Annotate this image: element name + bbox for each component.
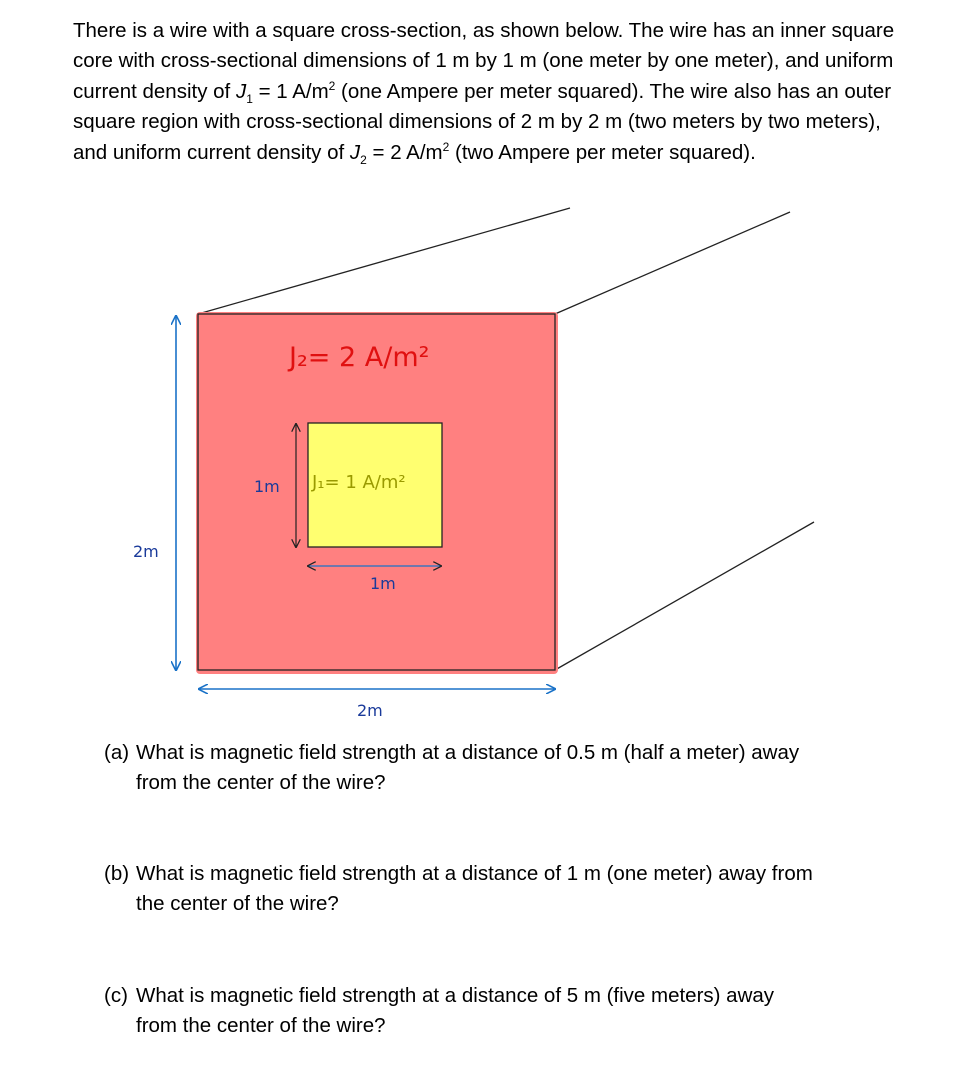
problem-statement [73,16,918,168]
j2-symbol: J [349,140,361,164]
intro-text-3: (one Ampere per meter squared). The wire also has an outer square region with cross-sectional dimensions of 2 m by 2 m (two meters by two meters), and uniform current density of [73,79,892,164]
j2-unit-exponent: 2 [442,139,450,154]
j1-unit-exponent: 2 [328,78,336,93]
question-b [104,859,904,920]
outer-current-density-label: J₂= 2 A/m² [289,342,430,373]
inner-current-density-label: J₁= 1 A/m² [312,472,406,493]
intro-text-4: = 2 A/m [366,140,443,164]
question-b-line1: What is magnetic field strength at a distance of 1 m (one meter) away from [136,862,813,885]
inner-width-label: 1m [370,574,396,593]
j2-subscript: 2 [360,152,367,167]
question-c-line2: from the center of the wire? [136,1014,386,1038]
j1-subscript: 1 [246,91,253,106]
outer-width-label: 2m [357,701,383,720]
question-a [104,738,904,799]
inner-height-label: 1m [254,477,280,496]
question-a-label: (a) [104,741,130,764]
question-c-label: (c) [104,984,128,1007]
j1-symbol: J [235,79,247,103]
intro-text-5: (two Ampere per meter squared). [449,140,756,164]
question-c [104,981,904,1042]
question-b-line2: the center of the wire? [136,892,339,916]
question-c-line1: What is magnetic field strength at a distance of 5 m (five meters) away [136,984,775,1007]
question-b-label: (b) [104,862,130,885]
intro-text-2: = 1 A/m [252,79,329,103]
perspective-edge-top-right [555,212,790,314]
perspective-edge-top-left [198,208,570,314]
outer-height-label: 2m [133,542,159,561]
perspective-edge-bottom-right [555,522,814,670]
wire-diagram [0,190,961,730]
question-a-line1: What is magnetic field strength at a distance of 0.5 m (half a meter) away [136,741,800,764]
question-a-line2: from the center of the wire? [136,771,386,795]
intro-text-1: There is a wire with a square cross-section, as shown below. The wire has an inner square core with cross-sectional dimensions of 1 m by 1 m (one meter by one meter), and uniform current density of [73,19,895,103]
